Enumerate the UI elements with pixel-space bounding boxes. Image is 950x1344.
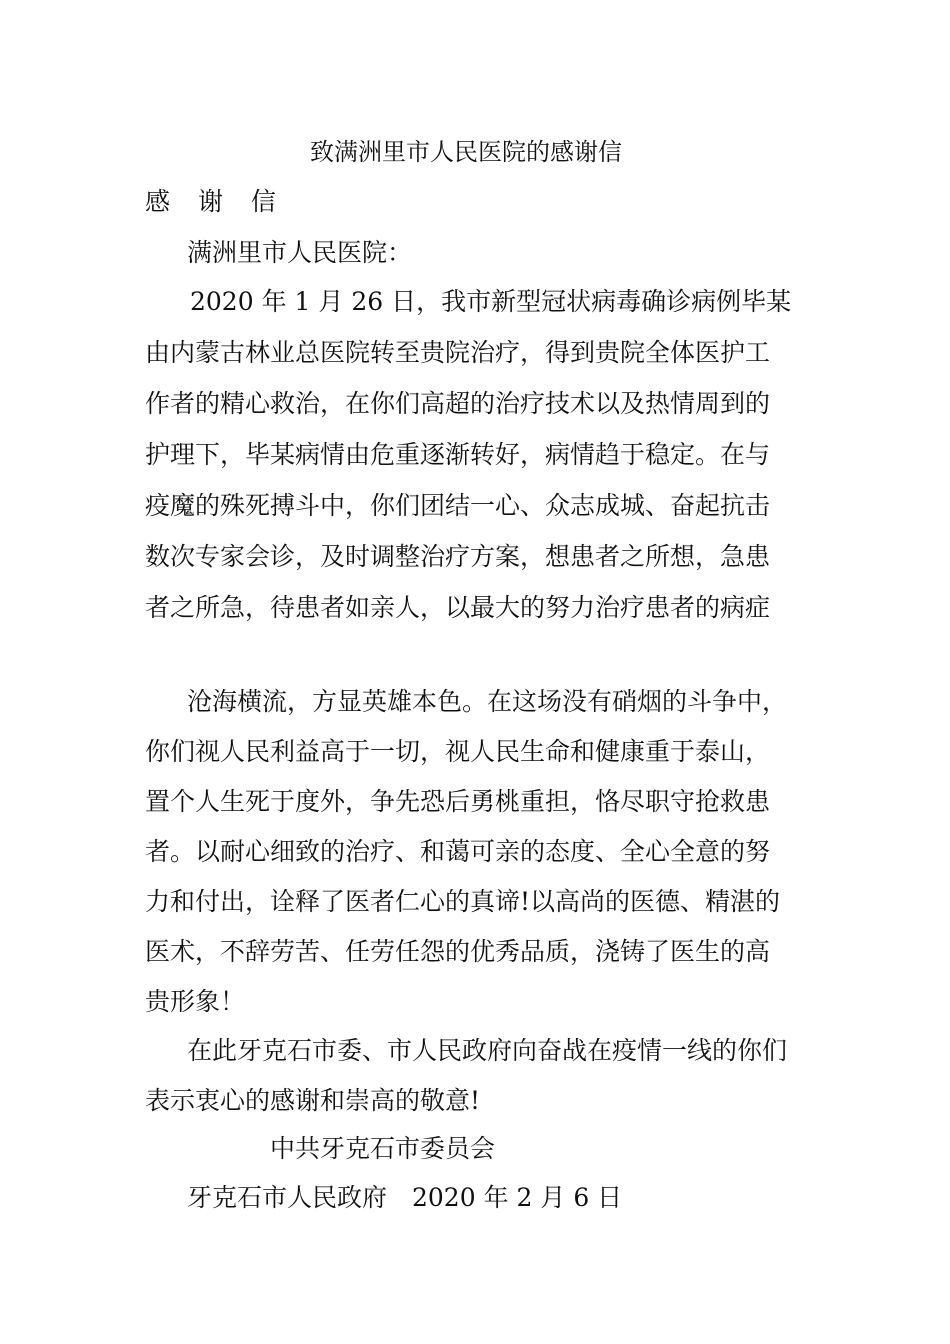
paragraph-line: 在此牙克石市委、市人民政府向奋战在疫情一线的你们 bbox=[187, 1036, 788, 1065]
paragraph-line: 者之所急，待患者如亲人，以最大的努力治疗患者的病症 bbox=[145, 593, 771, 622]
salutation: 满洲里市人民医院： bbox=[187, 238, 413, 267]
signature-government-date: 牙克石市人民政府 2020 年 2 月 6 日 bbox=[187, 1183, 623, 1212]
paragraph-line: 数次专家会诊，及时调整治疗方案，想患者之所想，急患 bbox=[145, 542, 771, 571]
paragraph-line: 力和付出，诠释了医者仁心的真谛!以高尚的医德、精湛的 bbox=[145, 887, 781, 916]
paragraph-line: 2020 年 1 月 26 日，我市新型冠状病毒确诊病例毕某 bbox=[190, 287, 792, 316]
paragraph-line: 贵形象！ bbox=[145, 987, 246, 1016]
paragraph-line: 医术，不辞劳苦、任劳任怨的优秀品质，浇铸了医生的高 bbox=[145, 937, 771, 966]
paragraph-line: 表示衷心的感谢和崇高的敬意! bbox=[145, 1086, 481, 1115]
document-title: 致满洲里市人民医院的感谢信 bbox=[310, 138, 622, 166]
paragraph-line: 疫魔的殊死搏斗中，你们团结一心、众志成城、奋起抗击 bbox=[145, 491, 771, 520]
paragraph-line: 作者的精心救治，在你们高超的治疗技术以及热情周到的 bbox=[145, 389, 771, 418]
paragraph-line: 沧海横流，方显英雄本色。在这场没有硝烟的斗争中， bbox=[187, 687, 788, 716]
paragraph-line: 置个人生死于度外，争先恐后勇桃重担，恪尽职守抢救患 bbox=[145, 787, 771, 816]
signature-committee: 中共牙克石市委员会 bbox=[270, 1134, 496, 1163]
letter-heading: 感 谢 信 bbox=[145, 187, 286, 216]
paragraph-line: 护理下，毕某病情由危重逐渐转好，病情趋于稳定。在与 bbox=[145, 440, 771, 469]
paragraph-line: 者。以耐心细致的治疗、和蔼可亲的态度、全心全意的努 bbox=[145, 837, 771, 866]
paragraph-line: 由内蒙古林业总医院转至贵院治疗，得到贵院全体医护工 bbox=[145, 338, 771, 367]
paragraph-line: 你们视人民利益高于一切，视人民生命和健康重于泰山， bbox=[145, 737, 771, 766]
